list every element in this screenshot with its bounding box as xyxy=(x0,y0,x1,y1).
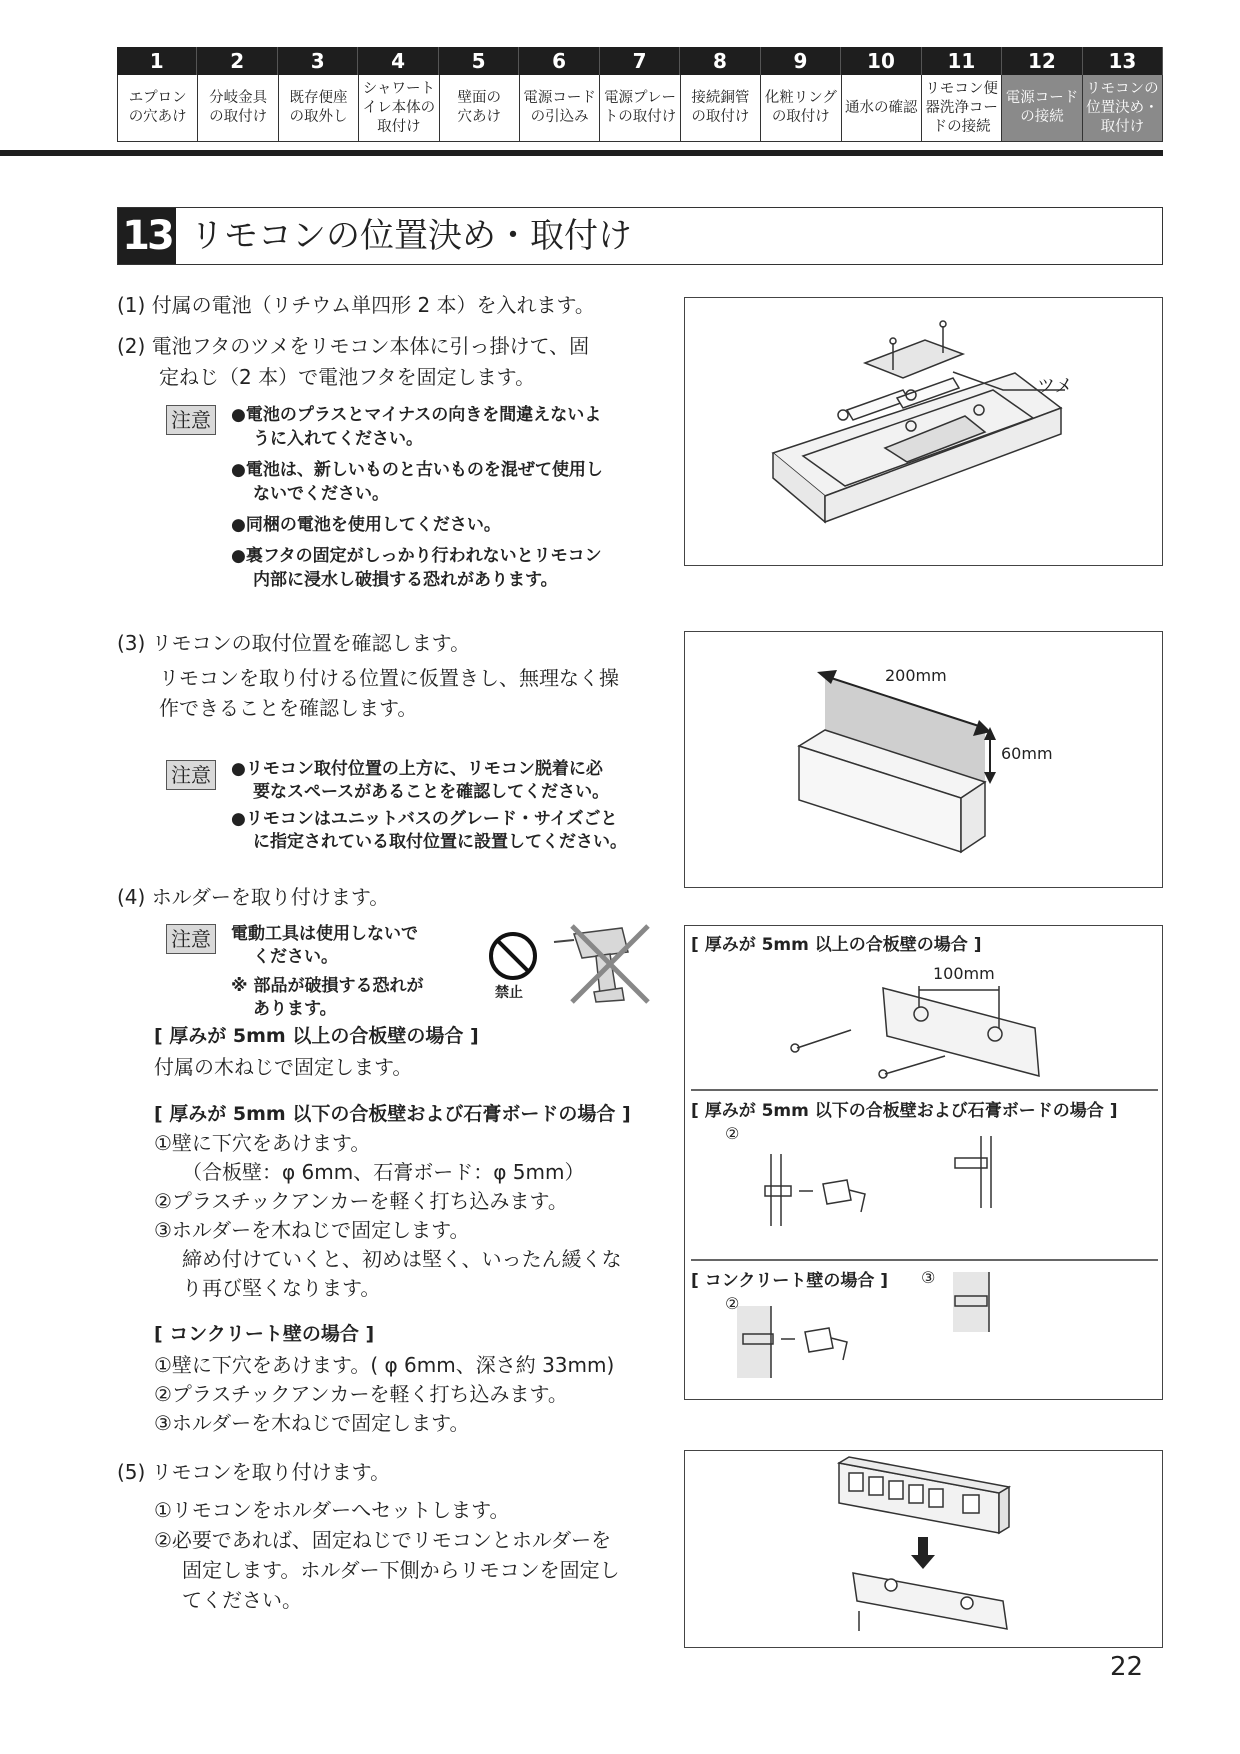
step-number: 7 xyxy=(600,47,680,75)
step-label-current: 電源コード の接続 xyxy=(1002,75,1082,142)
concrete-wall-text: ③ホルダーを木ねじで固定します。 xyxy=(154,1411,470,1435)
concrete-wall-text: ①壁に下穴をあけます。( φ 6mm、深さ約 33mm) xyxy=(154,1353,615,1377)
caution-text: ●同梱の電池を使用してください。 xyxy=(231,515,501,535)
step-2-marker: ② xyxy=(725,1124,740,1143)
step-5-text: 固定します。ホルダー下側からリモコンを固定し xyxy=(182,1558,620,1582)
step-3-marker: ③ xyxy=(921,1268,936,1287)
caution-text: ●電池は、新しいものと古いものを混ぜて使用し xyxy=(231,460,603,480)
step-number: 1 xyxy=(117,47,197,75)
thin-wall-text: ③ホルダーを木ねじで固定します。 xyxy=(154,1218,470,1242)
step-label: 化粧リング の取付け xyxy=(761,75,841,142)
caution-text: 電動工具は使用しないで xyxy=(231,924,418,944)
thin-wall-text: り再び堅くなります。 xyxy=(182,1276,381,1300)
caution-text: ないでください。 xyxy=(253,484,389,504)
step-5-text: (5) リモコンを取り付けます。 xyxy=(117,1460,391,1484)
step-number: 3 xyxy=(278,47,358,75)
thin-wall-text: ①壁に下穴をあけます。 xyxy=(154,1131,371,1155)
tab-label: ツメ xyxy=(1037,376,1073,397)
remote-mount-illustration xyxy=(685,1451,1164,1649)
thick-wall-heading: [ 厚みが 5mm 以上の合板壁の場合 ] xyxy=(154,1025,479,1047)
step-5-text: ①リモコンをホルダーへセットします。 xyxy=(154,1498,510,1522)
section-number: 13 xyxy=(118,208,176,264)
caution-text: ください。 xyxy=(253,947,338,967)
prohibited-icon xyxy=(487,930,539,982)
step-number-row xyxy=(117,47,1163,75)
step-label: 分岐金具 の取付け xyxy=(198,75,278,142)
step-2-text: 定ねじ（2 本）で電池フタを固定します。 xyxy=(159,365,536,389)
thin-wall-heading: [ 厚みが 5mm 以下の合板壁および石膏ボードの場合 ] xyxy=(154,1103,631,1125)
step-number: 6 xyxy=(519,47,599,75)
step-1-text: (1) 付属の電池（リチウム単四形 2 本）を入れます。 xyxy=(117,293,595,317)
concrete-wall-heading: [ コンクリート壁の場合 ] xyxy=(154,1323,375,1345)
caution-text: ●電池のプラスとマイナスの向きを間違えないよ xyxy=(231,405,602,425)
step-number: 5 xyxy=(439,47,519,75)
step-label: シャワート イレ本体の 取付け xyxy=(359,75,439,142)
thin-wall-caption: [ 厚みが 5mm 以下の合板壁および石膏ボードの場合 ] xyxy=(691,1101,1118,1121)
step-label: 既存便座 の取外し xyxy=(279,75,359,142)
step-number: 9 xyxy=(761,47,841,75)
thick-wall-caption: [ 厚みが 5mm 以上の合板壁の場合 ] xyxy=(691,935,982,955)
prohibited-label: 禁止 xyxy=(495,985,523,1001)
caution-text: ●リモコン取付位置の上方に、リモコン脱着に必 xyxy=(231,759,603,779)
thin-wall-text: （合板壁：φ 6mm、石膏ボード：φ 5mm） xyxy=(182,1160,585,1184)
step-3-text: (3) リモコンの取付位置を確認します。 xyxy=(117,631,471,655)
caution-text: 要なスペースがあることを確認してください。 xyxy=(253,782,610,802)
step-label: 通水の確認 xyxy=(842,75,922,142)
concrete-wall-text: ②プラスチックアンカーを軽く打ち込みます。 xyxy=(154,1382,568,1406)
step-label: 接続銅管 の取付け xyxy=(681,75,761,142)
step-navigation xyxy=(117,47,1163,142)
page-number: 22 xyxy=(1110,1652,1144,1682)
holder-install-figure xyxy=(684,925,1163,1400)
height-dimension: 60mm xyxy=(1001,744,1053,763)
step-label-current: リモコンの 位置決め・ 取付け xyxy=(1083,75,1163,142)
caution-text: に指定されている取付位置に設置してください。 xyxy=(253,832,627,852)
caution-text: ※ 部品が破損する恐れが xyxy=(231,976,424,996)
thin-wall-text: ②プラスチックアンカーを軽く打ち込みます。 xyxy=(154,1189,568,1213)
width-dimension: 200mm xyxy=(885,666,947,685)
step-label: 電源コード の引込み xyxy=(520,75,600,142)
step-number: 8 xyxy=(680,47,760,75)
thick-wall-text: 付属の木ねじで固定します。 xyxy=(154,1055,413,1079)
step-label: 壁面の 穴あけ xyxy=(440,75,520,142)
step-number: 13 xyxy=(1083,47,1163,75)
step-label: エプロン の穴あけ xyxy=(118,75,198,142)
step-label: リモコン便 器洗浄コー ドの接続 xyxy=(922,75,1002,142)
caution-badge: 注意 xyxy=(166,405,216,435)
screw-spacing-dimension: 100mm xyxy=(933,964,995,983)
header-rule xyxy=(0,150,1163,156)
step-2-text: (2) 電池フタのツメをリモコン本体に引っ掛けて、固 xyxy=(117,334,590,358)
step-label: 電源プレー トの取付け xyxy=(600,75,680,142)
section-header xyxy=(117,207,1163,265)
caution-text: ●リモコンはユニットバスのグレード・サイズごと xyxy=(231,809,618,829)
remote-mount-figure xyxy=(684,1450,1163,1648)
caution-text: 内部に浸水し破損する恐れがあります。 xyxy=(253,570,558,590)
power-drill-icon xyxy=(544,922,654,1004)
battery-install-illustration xyxy=(685,298,1164,567)
caution-text: あります。 xyxy=(253,999,337,1019)
step-4-text: (4) ホルダーを取り付けます。 xyxy=(117,885,390,909)
step-5-text: ②必要であれば、固定ねじでリモコンとホルダーを xyxy=(154,1528,612,1552)
step-number: 2 xyxy=(197,47,277,75)
step-5-text: てください。 xyxy=(182,1588,302,1612)
step-number: 4 xyxy=(358,47,438,75)
step-number: 10 xyxy=(841,47,921,75)
caution-badge: 注意 xyxy=(166,760,216,790)
step-number: 11 xyxy=(922,47,1002,75)
step-3-text: 作できることを確認します。 xyxy=(159,696,418,720)
section-title: リモコンの位置決め・取付け xyxy=(190,216,632,256)
step-2-marker: ② xyxy=(725,1294,740,1313)
holder-install-illustration xyxy=(685,926,1164,1401)
caution-text: ●裏フタの固定がしっかり行われないとリモコン xyxy=(231,546,602,566)
battery-install-figure xyxy=(684,297,1163,566)
caution-text: うに入れてください。 xyxy=(253,429,423,449)
step-label-row xyxy=(117,75,1163,142)
step-number: 12 xyxy=(1002,47,1082,75)
step-3-text: リモコンを取り付ける位置に仮置きし、無理なく操 xyxy=(159,666,619,690)
caution-badge: 注意 xyxy=(166,924,216,954)
thin-wall-text: 締め付けていくと、初めは堅く、いったん緩くな xyxy=(182,1247,622,1271)
mounting-space-figure xyxy=(684,631,1163,888)
concrete-wall-caption: [ コンクリート壁の場合 ] xyxy=(691,1271,889,1291)
